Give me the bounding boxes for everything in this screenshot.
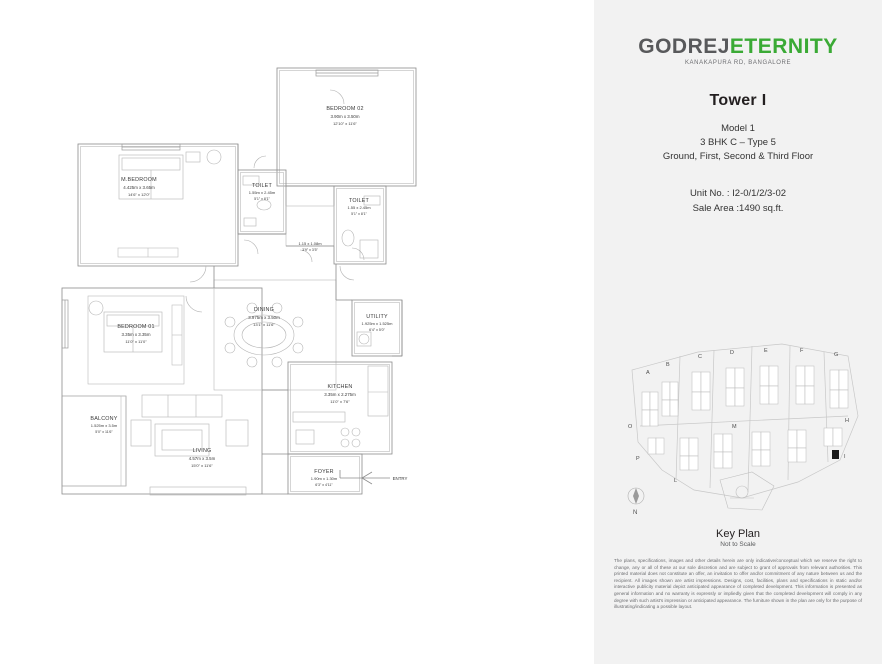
brand-name-secondary: ETERNITY bbox=[729, 35, 838, 58]
unit-location-marker bbox=[832, 450, 839, 459]
svg-text:E: E bbox=[764, 348, 768, 354]
svg-text:12'10" x 11'6": 12'10" x 11'6" bbox=[333, 121, 357, 126]
room-label-toilet-1: TOILET bbox=[252, 183, 272, 189]
info-panel bbox=[594, 0, 882, 664]
svg-text:15'0" x 11'6": 15'0" x 11'6" bbox=[191, 463, 213, 468]
room-label-bedroom-01: BEDROOM 01 bbox=[117, 324, 155, 330]
svg-text:P: P bbox=[636, 456, 640, 462]
key-plan-subtitle: Not to Scale bbox=[720, 541, 756, 548]
svg-text:5'1" x 8'1": 5'1" x 8'1" bbox=[254, 197, 270, 201]
unit-number: Unit No. : I2-0/1/2/3-02 bbox=[689, 188, 787, 199]
room-label-kitchen: KITCHEN bbox=[327, 384, 353, 390]
svg-text:3.35m x 2.275m: 3.35m x 2.275m bbox=[324, 392, 356, 397]
svg-text:D: D bbox=[730, 350, 734, 356]
svg-text:G: G bbox=[834, 352, 839, 358]
svg-text:1.55m x 2.45m: 1.55m x 2.45m bbox=[248, 190, 276, 195]
key-plan bbox=[602, 330, 874, 530]
svg-text:6'3" x 4'11": 6'3" x 4'11" bbox=[315, 483, 333, 487]
svg-text:O: O bbox=[628, 424, 633, 430]
entry-label: ENTRY bbox=[392, 476, 408, 481]
unit-details bbox=[594, 186, 882, 216]
room-label-foyer: FOYER bbox=[314, 469, 334, 475]
sale-area: Sale Area :1490 sq.ft. bbox=[692, 203, 784, 214]
svg-text:11'0" x 11'0": 11'0" x 11'0" bbox=[125, 339, 147, 344]
brand-logo bbox=[594, 36, 882, 66]
key-plan-drawing bbox=[602, 330, 874, 530]
svg-text:1.55 x 2.45m: 1.55 x 2.45m bbox=[347, 205, 371, 210]
svg-text:5'1" x 8'1": 5'1" x 8'1" bbox=[351, 212, 367, 216]
svg-text:N: N bbox=[633, 510, 638, 516]
svg-text:A: A bbox=[646, 370, 650, 376]
svg-text:4.57m x 3.5m: 4.57m x 3.5m bbox=[188, 456, 216, 461]
svg-text:1.525m x 3.5m: 1.525m x 3.5m bbox=[90, 423, 118, 428]
model-details bbox=[594, 122, 882, 164]
svg-text:11'0" x 7'6": 11'0" x 7'6" bbox=[330, 399, 350, 404]
key-plan-caption bbox=[594, 528, 882, 548]
room-label-toilet-2: TOILET bbox=[349, 198, 369, 204]
svg-text:3.975m x 3.50m: 3.975m x 3.50m bbox=[248, 315, 280, 320]
svg-text:B: B bbox=[666, 362, 670, 368]
svg-text:13'1" x 11'6": 13'1" x 11'6" bbox=[253, 322, 275, 327]
svg-text:I: I bbox=[844, 454, 846, 460]
svg-text:3.35m x 3.35m: 3.35m x 3.35m bbox=[121, 332, 151, 337]
svg-text:3.90m x 3.50m: 3.90m x 3.50m bbox=[330, 114, 360, 119]
svg-text:1.925m x 1.525m: 1.925m x 1.525m bbox=[361, 321, 393, 326]
floor-range: Ground, First, Second & Third Floor bbox=[662, 151, 814, 162]
model-name: Model 1 bbox=[721, 123, 755, 134]
svg-text:5'0" x 11'6": 5'0" x 11'6" bbox=[95, 430, 113, 434]
compass-icon bbox=[628, 488, 644, 516]
svg-text:F: F bbox=[800, 348, 804, 354]
room-label-balcony: BALCONY bbox=[90, 416, 118, 422]
svg-text:4.425m x 3.65m: 4.425m x 3.65m bbox=[123, 185, 155, 190]
svg-text:C: C bbox=[698, 354, 702, 360]
svg-text:14'6" x 12'0": 14'6" x 12'0" bbox=[128, 192, 150, 197]
svg-text:6'4" x 5'0": 6'4" x 5'0" bbox=[369, 328, 385, 332]
key-plan-title: Key Plan bbox=[715, 528, 761, 540]
brand-tagline: KANAKAPURA RD, BANGALORE bbox=[684, 60, 792, 66]
svg-text:L: L bbox=[674, 478, 678, 484]
room-label-wardrobe-niche: 1.15 x 1.08m bbox=[298, 241, 322, 246]
room-label-master-bedroom: M.BEDROOM bbox=[121, 177, 157, 183]
unit-type: 3 BHK C – Type 5 bbox=[700, 137, 776, 148]
disclaimer-text: The plans, specifications, images and other details herein are only indicative/conceptual which we reserve the right to change, any or all of these at our sole discretion and are subject to grant of approvals from relevant authorities. This printed material does not constitute an offer, an invitation to offer and/or commitment of any nature between us and the recipient. All images shown are artist impressions. Designs, cost, facilities, plans and specifications in static and/or interactive publicity material depict anticipated appearance of completed development. This information is presented as general information and no warranty is expressly or impliedly given that the completed development will comply in any degree with such artist's impression or anticipated appearance. The furniture shown in the plan are only for the purpose of illustrating/indicating a possible layout. bbox=[614, 558, 862, 610]
brand-name-primary: GODREJ bbox=[638, 35, 730, 58]
svg-text:1.90m x 1.30m: 1.90m x 1.30m bbox=[310, 476, 338, 481]
page-title: Tower I bbox=[709, 92, 767, 109]
room-label-living: LIVING bbox=[192, 448, 212, 454]
room-label-bedroom-02: BEDROOM 02 bbox=[326, 106, 364, 112]
room-label-dining: DINING bbox=[253, 307, 275, 313]
room-label-utility: UTILITY bbox=[366, 314, 388, 320]
svg-text:3'9" x 3'5": 3'9" x 3'5" bbox=[302, 248, 318, 252]
room-labels bbox=[90, 106, 407, 487]
svg-text:H: H bbox=[845, 418, 849, 424]
svg-text:M: M bbox=[732, 424, 737, 430]
